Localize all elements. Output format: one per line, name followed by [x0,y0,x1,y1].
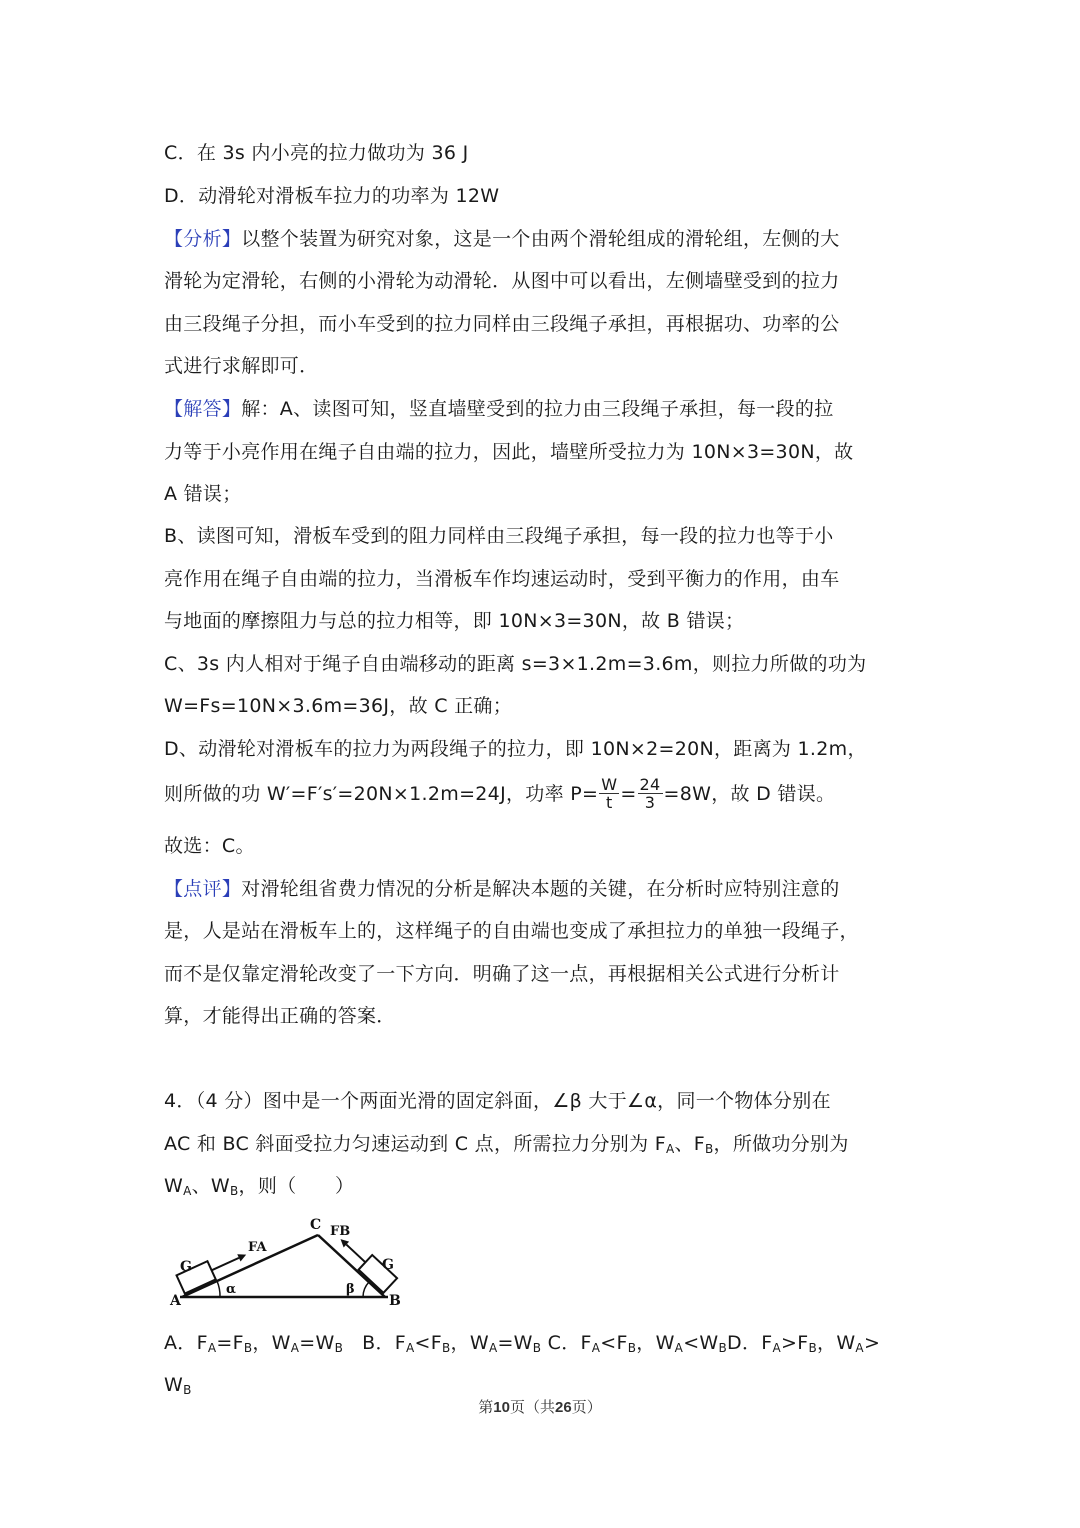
fraction-w-over-t: $\frac{W}{t}$ [601,775,618,812]
solution-line-5: 亮作用在绳子自由端的拉力，当滑板车作均速运动时，受到平衡力的作用，由车 [164,568,840,590]
option-b: B．$F_A<F_B$，$W_A=W_B$ [362,1332,542,1355]
power-formula-line: 则所做的功 W′=F′s′=20N×1.2m=24J，功率 P= $\frac{W}{t}$ = $\frac{24}{3}$ =8W，故 D 错误。 [164,775,836,812]
solution-line-9: D、动滑轮对滑板车的拉力为两段绳子的拉力，即 10N×2=20N，距离为 1.2m， [164,738,867,760]
solution-line-6: 与地面的摩擦阻力与总的拉力相等，即 10N×3=30N，故 B 错误； [164,610,745,632]
option-c: C．在 3s 内小亮的拉力做功为 36 J [164,142,469,164]
solution-line-8: W=Fs=10N×3.6m=36J，故 C 正确； [164,695,513,717]
fraction-24-over-3: $\frac{24}{3}$ [639,775,661,812]
label-gravity-right: G [382,1257,394,1273]
solution-line-4: B、读图可知，滑板车受到的阻力同样由三段绳子承担，每一段的拉力也等于小 [164,525,834,547]
option-c-q4: C．$F_A<F_B$，$W_A<W_B$ [547,1332,728,1355]
total-pages: 26 [555,1399,572,1416]
label-point-a: A [170,1293,181,1309]
comment-line-3: 而不是仅靠定滑轮改变了一下方向．明确了这一点，再根据相关公式进行分析计 [164,963,840,985]
label-force-fb: FB [330,1224,351,1239]
comment-line-2: 是，人是站在滑板车上的，这样绳子的自由端也变成了承担拉力的单独一段绳子， [164,920,859,942]
solution-line-3: A 错误； [164,483,242,505]
label-point-c: C [310,1217,322,1233]
analysis-line-3: 由三段绳子分担，而小车受到的拉力同样由三段绳子承担，再根据功、功率的公 [164,313,840,335]
solution-tag: 【解答】 [164,398,242,420]
page-footer: 第10页（共26页） [478,1398,602,1416]
comment-tag: 【点评】 [164,878,242,900]
label-force-fa: FA [248,1240,267,1255]
analysis-line-2: 滑轮为定滑轮，右侧的小滑轮为动滑轮．从图中可以看出，左侧墙壁受到的拉力 [164,270,840,292]
label-point-b: B [389,1293,401,1309]
label-angle-alpha: α [226,1282,237,1297]
label-gravity-left: G [180,1259,192,1275]
incline-diagram [160,1205,420,1315]
analysis-tag: 【分析】 [164,228,242,250]
analysis-line-1: 【分析】以整个装置为研究对象，这是一个由两个滑轮组成的滑轮组，左侧的大 [164,228,840,250]
answer-line: 故选：C。 [164,835,255,857]
current-page: 10 [493,1399,510,1416]
question4-line-2: AC 和 BC 斜面受拉力匀速运动到 C 点，所需拉力分别为 $F_A$、$F_B$，所做功分别为 [164,1133,849,1156]
analysis-line-4: 式进行求解即可． [164,355,319,377]
question4-line-3: $W_A$、$W_B$，则（ ） [164,1175,355,1198]
comment-line-1: 【点评】对滑轮组省费力情况的分析是解决本题的关键，在分析时应特别注意的 [164,878,840,900]
option-d-q4: D．$F_A>F_B$，$W_A>$ [727,1332,881,1355]
solution-line-1: 【解答】解：A、读图可知，竖直墙壁受到的拉力由三段绳子承担，每一段的拉 [164,398,834,420]
label-angle-beta: β [346,1282,355,1297]
solution-line-7: C、3s 内人相对于绳子自由端移动的距离 s=3×1.2m=3.6m，则拉力所做的功为 [164,653,867,675]
comment-line-4: 算，才能得出正确的答案． [164,1005,396,1027]
option-d-continuation: $W_B$ [164,1374,192,1397]
option-a: A．$F_A=F_B$，$W_A=W_B$ [164,1332,344,1355]
option-d: D．动滑轮对滑板车拉力的功率为 12W [164,185,500,207]
question4-options [164,1330,924,1356]
solution-line-2: 力等于小亮作用在绳子自由端的拉力，因此，墙壁所受拉力为 10N×3=30N，故 [164,441,854,463]
question4-line-1: 4．（4 分）图中是一个两面光滑的固定斜面，∠β 大于∠α，同一个物体分别在 [164,1090,831,1112]
